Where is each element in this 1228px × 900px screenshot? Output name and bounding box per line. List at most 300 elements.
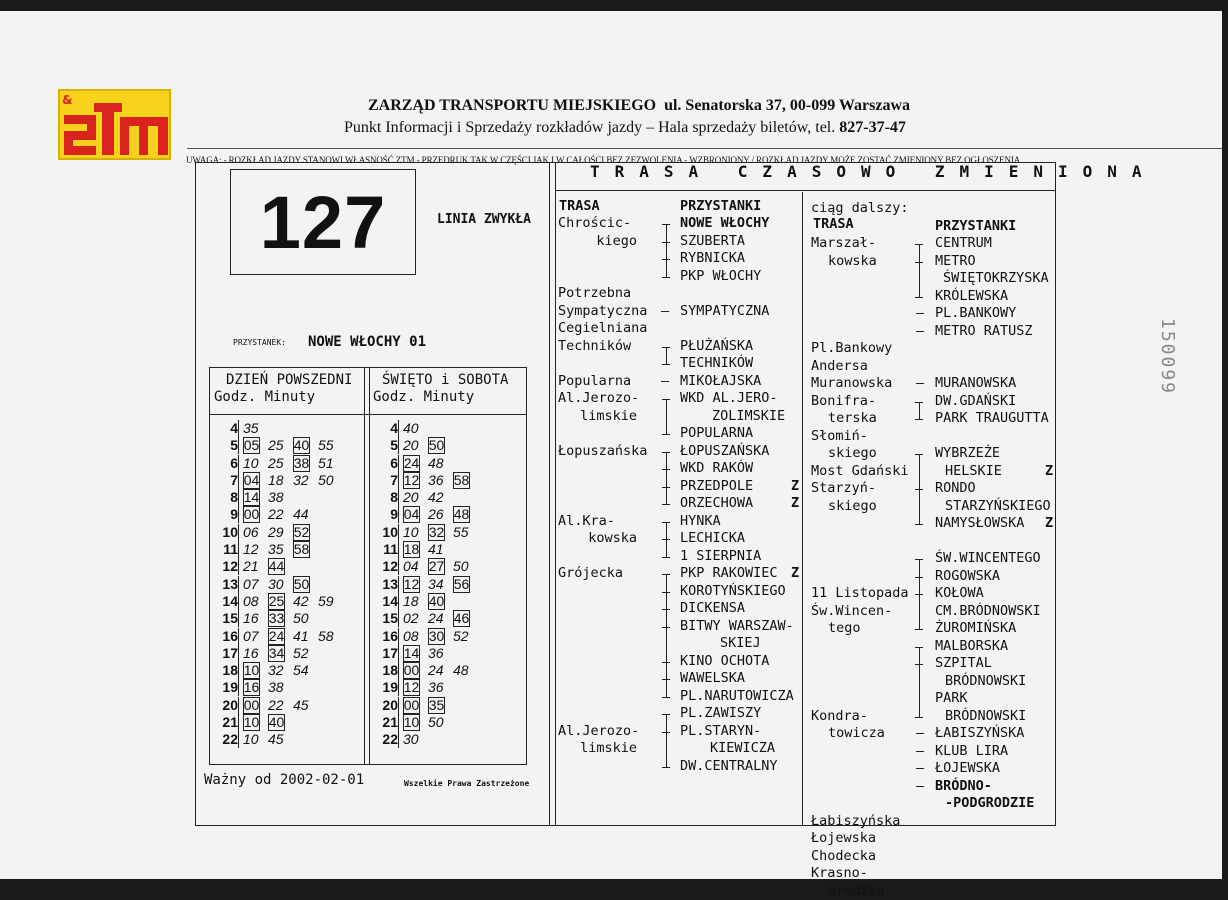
route-stop: LECHICKA bbox=[680, 530, 745, 548]
minute-cell: 10 bbox=[403, 524, 428, 541]
route-stop: KINO OCHOTA bbox=[680, 653, 769, 671]
minute-cell: 48 bbox=[453, 662, 478, 679]
table-row bbox=[210, 472, 343, 489]
route-stop: WKD RAKÓW bbox=[680, 460, 753, 478]
route-street: kowska bbox=[828, 253, 877, 271]
bracket-tick bbox=[662, 399, 670, 400]
stop-label: PRZYSTANEK: bbox=[233, 338, 286, 347]
route-street: limskie bbox=[580, 740, 637, 758]
minute-cell: 48 bbox=[428, 455, 453, 472]
route-stop: WKD AL.JERO- bbox=[680, 390, 778, 408]
continuation-label: ciąg dalszy: bbox=[811, 200, 909, 218]
bracket-tick bbox=[662, 574, 670, 575]
dash: – bbox=[661, 303, 669, 321]
route-street: terska bbox=[828, 410, 877, 428]
route-column-divider bbox=[802, 192, 803, 826]
route-street: Andersa bbox=[811, 358, 868, 376]
route-stop: SYMPATYCZNA bbox=[680, 303, 769, 321]
copyright-notice: UWAGA: - ROZKŁAD JAZDY STANOWI WŁASNOŚĆ ZTM - PRZEDRUK TAK W CZĘŚCI JAK I W CAŁOŚCI BEZ ZEZWOLENIA - WZBRONIONY / ROZKŁAD JAZDY MOŻE ZOSTAĆ ZMIENIONY BEZ OGŁOSZENIA bbox=[186, 155, 1020, 165]
bracket-tick bbox=[915, 647, 923, 648]
route-stop: METRO RATUSZ bbox=[935, 323, 1033, 341]
bracket-tick bbox=[662, 714, 670, 715]
table-row bbox=[210, 524, 343, 541]
minute-cell: 51 bbox=[318, 455, 343, 472]
bracket-tick bbox=[915, 664, 923, 665]
stop-name: NOWE WŁOCHY 01 bbox=[308, 334, 426, 350]
hour-cell: 4 bbox=[370, 420, 398, 437]
minute-cell-low-floor: 30 bbox=[428, 628, 445, 645]
route-stop: KOROTYŃSKIEGO bbox=[680, 583, 786, 601]
route-stop: DW.CENTRALNY bbox=[680, 758, 778, 776]
table-row bbox=[370, 610, 478, 627]
route-stop: PL.STARYN- bbox=[680, 723, 761, 741]
bracket-tick bbox=[915, 524, 923, 525]
minute-cell-low-floor: 58 bbox=[293, 541, 310, 558]
route-header-divider bbox=[555, 190, 1056, 191]
route-stop: BRÓDNOWSKI bbox=[945, 708, 1026, 726]
minute-cell-low-floor: 10 bbox=[243, 662, 260, 679]
route-stop: PARK TRAUGUTTA bbox=[935, 410, 1049, 428]
minute-cell: 34 bbox=[428, 576, 453, 593]
minute-cell: 24 bbox=[428, 610, 453, 627]
dash: – bbox=[916, 725, 924, 743]
route-stop: PKP RAKOWIEC bbox=[680, 565, 778, 583]
route-street: 11 Listopada bbox=[811, 585, 909, 603]
hour-cell: 19 bbox=[370, 679, 398, 696]
route-stop: BITWY WARSZAW- bbox=[680, 618, 794, 636]
org-address: ul. Senatorska 37, 00-099 Warszawa bbox=[664, 97, 910, 114]
minute-cell-low-floor: 00 bbox=[403, 662, 420, 679]
z-marker: Z bbox=[791, 565, 799, 583]
route-street: Muranowska bbox=[811, 375, 892, 393]
route-street: Marszał- bbox=[811, 235, 876, 253]
minute-cell: 42 bbox=[428, 489, 453, 506]
table-row bbox=[210, 628, 343, 645]
minute-cell-low-floor: 44 bbox=[268, 558, 285, 575]
minute-cell-low-floor: 38 bbox=[293, 455, 310, 472]
header-line-1 bbox=[368, 97, 910, 115]
bracket-tick bbox=[662, 679, 670, 680]
table-row bbox=[370, 645, 478, 662]
minute-cell: 36 bbox=[428, 679, 453, 696]
bracket-tick bbox=[915, 594, 923, 595]
info-line: Punkt Informacji i Sprzedaży rozkładów jazdy – Hala sprzedaży biletów, tel. bbox=[344, 119, 835, 136]
table-row bbox=[210, 489, 343, 506]
minute-cell: 59 bbox=[318, 593, 343, 610]
minute-cell-low-floor: 40 bbox=[293, 437, 310, 454]
ztm-logo bbox=[58, 89, 171, 160]
line-type: LINIA ZWYKŁA bbox=[437, 212, 531, 227]
minute-cell-low-floor: 12 bbox=[403, 472, 420, 489]
minute-cell: 18 bbox=[268, 472, 293, 489]
table-row bbox=[210, 437, 343, 454]
bracket-tick bbox=[915, 454, 923, 455]
bracket-tick bbox=[662, 732, 670, 733]
table-row bbox=[210, 576, 343, 593]
hour-cell: 6 bbox=[210, 455, 238, 472]
departure-table bbox=[209, 367, 527, 765]
minute-cell: 22 bbox=[268, 506, 293, 523]
minute-cell: 25 bbox=[268, 437, 293, 454]
route-stop: SZUBERTA bbox=[680, 233, 745, 251]
dash: – bbox=[916, 743, 924, 761]
hour-cell: 12 bbox=[210, 558, 238, 575]
route-street: Techników bbox=[558, 338, 631, 356]
bracket-tick bbox=[662, 697, 670, 698]
bracket-tick bbox=[662, 609, 670, 610]
minute-cell-low-floor: 34 bbox=[268, 645, 285, 662]
minute-cell-low-floor: 25 bbox=[268, 593, 285, 610]
bracket-tick bbox=[662, 662, 670, 663]
route-stop: CM.BRÓDNOWSKI bbox=[935, 603, 1041, 621]
minute-cell: 52 bbox=[453, 628, 478, 645]
route-street: Sympatyczna bbox=[558, 303, 647, 321]
route-stop: PL.NARUTOWICZA bbox=[680, 688, 794, 706]
route-stop: RYBNICKA bbox=[680, 250, 745, 268]
route-stop: TECHNIKÓW bbox=[680, 355, 753, 373]
route-stop: HYNKA bbox=[680, 513, 721, 531]
weekday-rows bbox=[210, 420, 343, 749]
hour-cell: 9 bbox=[210, 506, 238, 523]
hour-cell: 22 bbox=[370, 731, 398, 748]
minute-cell-low-floor: 00 bbox=[243, 506, 260, 523]
line-number: 127 bbox=[230, 169, 416, 275]
bracket bbox=[919, 402, 920, 420]
bracket-tick bbox=[662, 487, 670, 488]
route-stop: ZOLIMSKIE bbox=[712, 408, 785, 426]
dash: – bbox=[916, 375, 924, 393]
hour-cell: 4 bbox=[210, 420, 238, 437]
table-row bbox=[370, 437, 478, 454]
route-stop: KIEWICZA bbox=[710, 740, 775, 758]
minute-cell: 24 bbox=[428, 662, 453, 679]
table-row bbox=[210, 714, 343, 731]
minute-cell: 20 bbox=[403, 437, 428, 454]
hour-cell: 8 bbox=[210, 489, 238, 506]
minute-cell: 50 bbox=[293, 610, 318, 627]
left-divider bbox=[549, 162, 550, 826]
route-street: Bonifra- bbox=[811, 393, 876, 411]
bracket-tick bbox=[915, 489, 923, 490]
minute-cell-low-floor: 24 bbox=[268, 628, 285, 645]
left-divider-2 bbox=[555, 162, 556, 826]
route-stop: ORZECHOWA bbox=[680, 495, 753, 513]
hour-cell: 19 bbox=[210, 679, 238, 696]
route-street: Al.Kra- bbox=[558, 513, 615, 531]
hour-cell: 20 bbox=[210, 697, 238, 714]
minute-cell: 04 bbox=[403, 558, 428, 575]
route-stop: ŚWIĘTOKRZYSKA bbox=[943, 270, 1049, 288]
minute-cell: 29 bbox=[268, 524, 293, 541]
route-stop: PŁUŻAŃSKA bbox=[680, 338, 753, 356]
route-street: brodzka bbox=[828, 883, 885, 900]
route-street: Św.Wincen- bbox=[811, 603, 892, 621]
route-street: Kondra- bbox=[811, 708, 868, 726]
hour-cell: 13 bbox=[370, 576, 398, 593]
route-street: kowska bbox=[588, 530, 637, 548]
hour-cell: 7 bbox=[210, 472, 238, 489]
hour-cell: 5 bbox=[210, 437, 238, 454]
przystanki-label-2: PRZYSTANKI bbox=[935, 218, 1016, 236]
header-divider bbox=[187, 148, 1222, 149]
route-street: Chodecka bbox=[811, 848, 876, 866]
route-street: Al.Jerozo- bbox=[558, 723, 639, 741]
route-stop: SKIEJ bbox=[720, 635, 761, 653]
minute-cell: 18 bbox=[403, 593, 428, 610]
bracket-tick bbox=[915, 244, 923, 245]
hour-cell: 8 bbox=[370, 489, 398, 506]
minute-cell-low-floor: 00 bbox=[403, 697, 420, 714]
minute-cell: 25 bbox=[268, 455, 293, 472]
bracket-tick bbox=[915, 577, 923, 578]
route-street: limskie bbox=[580, 408, 637, 426]
route-stop: PKP WŁOCHY bbox=[680, 268, 761, 286]
minute-cell: 10 bbox=[243, 455, 268, 472]
route-street: Grójecka bbox=[558, 565, 623, 583]
minute-cell: 02 bbox=[403, 610, 428, 627]
bracket-tick bbox=[662, 539, 670, 540]
dash: – bbox=[916, 778, 924, 796]
table-row bbox=[370, 472, 478, 489]
minute-cell: 44 bbox=[293, 506, 318, 523]
table-row bbox=[210, 662, 343, 679]
table-row bbox=[370, 489, 478, 506]
hour-cell: 15 bbox=[210, 610, 238, 627]
minute-cell-low-floor: 35 bbox=[428, 697, 445, 714]
minute-cell: 45 bbox=[293, 697, 318, 714]
minute-cell-low-floor: 24 bbox=[403, 455, 420, 472]
bracket-tick bbox=[662, 277, 670, 278]
table-row bbox=[370, 524, 478, 541]
bracket-tick bbox=[915, 717, 923, 718]
route-stop: MURANOWSKA bbox=[935, 375, 1016, 393]
route-street: skiego bbox=[828, 498, 877, 516]
route-stop: MIKOŁAJSKA bbox=[680, 373, 761, 391]
route-heading: TRASA CZASOWO ZMIENIONA bbox=[590, 162, 1157, 181]
hour-cell: 21 bbox=[370, 714, 398, 731]
minute-cell-low-floor: 27 bbox=[428, 558, 445, 575]
minute-cell-low-floor: 14 bbox=[243, 489, 260, 506]
route-stop: CENTRUM bbox=[935, 235, 992, 253]
hour-cell: 21 bbox=[210, 714, 238, 731]
route-street: skiego bbox=[828, 445, 877, 463]
table-row bbox=[210, 558, 343, 575]
hour-cell: 22 bbox=[210, 731, 238, 748]
hour-cell: 5 bbox=[370, 437, 398, 454]
bracket bbox=[666, 347, 667, 365]
table-row bbox=[370, 576, 478, 593]
minute-cell: 55 bbox=[453, 524, 478, 541]
bracket-tick bbox=[662, 469, 670, 470]
minute-cell: 16 bbox=[243, 645, 268, 662]
bracket-tick bbox=[662, 767, 670, 768]
route-stop: ŚW.WINCENTEGO bbox=[935, 550, 1041, 568]
minute-cell: 36 bbox=[428, 472, 453, 489]
holiday-rows bbox=[370, 420, 478, 749]
bracket-tick bbox=[662, 434, 670, 435]
table-row bbox=[370, 697, 478, 714]
route-street: tego bbox=[828, 620, 861, 638]
route-stop: WAWELSKA bbox=[680, 670, 745, 688]
route-stop: PRZEDPOLE bbox=[680, 478, 753, 496]
przystanki-label-1: PRZYSTANKI bbox=[680, 198, 761, 216]
route-stop: POPULARNA bbox=[680, 425, 753, 443]
bracket-tick bbox=[662, 452, 670, 453]
minute-cell: 07 bbox=[243, 628, 268, 645]
z-marker: Z bbox=[1045, 463, 1053, 481]
route-stop: -PODGRODZIE bbox=[945, 795, 1034, 813]
trasa-label-2: TRASA bbox=[813, 216, 854, 234]
minute-cell-low-floor: 40 bbox=[428, 593, 445, 610]
minute-cell: 32 bbox=[268, 662, 293, 679]
dash: – bbox=[916, 323, 924, 341]
minute-cell-low-floor: 50 bbox=[428, 437, 445, 454]
route-street: Pl.Bankowy bbox=[811, 340, 892, 358]
minute-cell: 58 bbox=[318, 628, 343, 645]
valid-from: Ważny od 2002-02-01 bbox=[204, 772, 364, 788]
bracket-tick bbox=[662, 504, 670, 505]
hour-cell: 13 bbox=[210, 576, 238, 593]
minute-cell: 21 bbox=[243, 558, 268, 575]
minute-cell-low-floor: 05 bbox=[243, 437, 260, 454]
route-stop: WYBRZEŻE bbox=[935, 445, 1000, 463]
table-row bbox=[370, 593, 478, 610]
minute-cell: 41 bbox=[293, 628, 318, 645]
route-street: Potrzebna bbox=[558, 285, 631, 303]
route-street: Cegielniana bbox=[558, 320, 647, 338]
side-serial bbox=[1160, 318, 1178, 438]
route-street: Al.Jerozo- bbox=[558, 390, 639, 408]
hour-cell: 11 bbox=[370, 541, 398, 558]
minute-cell-low-floor: 12 bbox=[403, 679, 420, 696]
table-row bbox=[210, 679, 343, 696]
route-stop: PL.ZAWISZY bbox=[680, 705, 761, 723]
hour-cell: 17 bbox=[370, 645, 398, 662]
minute-cell-low-floor: 56 bbox=[453, 576, 470, 593]
bracket-tick bbox=[915, 629, 923, 630]
table-row bbox=[210, 731, 343, 748]
minute-cell: 08 bbox=[403, 628, 428, 645]
minute-cell: 35 bbox=[243, 420, 268, 437]
minute-cell: 45 bbox=[268, 731, 293, 748]
minute-cell-low-floor: 33 bbox=[268, 610, 285, 627]
table-row bbox=[210, 697, 343, 714]
bracket-tick bbox=[662, 627, 670, 628]
dash: – bbox=[916, 305, 924, 323]
bracket bbox=[919, 244, 920, 297]
minute-cell: 20 bbox=[403, 489, 428, 506]
bracket-tick bbox=[915, 402, 923, 403]
minute-cell: 06 bbox=[243, 524, 268, 541]
hour-cell: 18 bbox=[370, 662, 398, 679]
org-name: ZARZĄD TRANSPORTU MIEJSKIEGO bbox=[368, 97, 656, 114]
route-stop: RONDO bbox=[935, 480, 976, 498]
bracket bbox=[666, 452, 667, 505]
hour-cell: 20 bbox=[370, 697, 398, 714]
table-row bbox=[370, 506, 478, 523]
dash: – bbox=[661, 373, 669, 391]
minute-cell: 26 bbox=[428, 506, 453, 523]
minute-cell: 08 bbox=[243, 593, 268, 610]
hour-cell: 18 bbox=[210, 662, 238, 679]
hour-cell: 17 bbox=[210, 645, 238, 662]
hour-cell: 15 bbox=[370, 610, 398, 627]
route-street: Chrościc- bbox=[558, 215, 631, 233]
table-row bbox=[210, 610, 343, 627]
minute-cell-low-floor: 12 bbox=[403, 576, 420, 593]
hour-cell: 6 bbox=[370, 455, 398, 472]
hour-cell: 10 bbox=[370, 524, 398, 541]
table-row bbox=[370, 541, 478, 558]
side-serial-text: 150099 bbox=[1157, 318, 1178, 395]
dash: – bbox=[916, 760, 924, 778]
minute-cell-low-floor: 32 bbox=[428, 524, 445, 541]
minute-cell: 10 bbox=[243, 731, 268, 748]
minute-cell-low-floor: 04 bbox=[243, 472, 260, 489]
route-street: towicza bbox=[828, 725, 885, 743]
minute-cell: 38 bbox=[268, 489, 293, 506]
holiday-subtitle: Godz. Minuty bbox=[373, 388, 474, 406]
table-row bbox=[370, 679, 478, 696]
route-street: Łabiszyńska bbox=[811, 813, 900, 831]
table-row bbox=[210, 420, 343, 437]
minute-cell-low-floor: 10 bbox=[403, 714, 420, 731]
minute-cell-low-floor: 40 bbox=[268, 714, 285, 731]
minute-cell-low-floor: 18 bbox=[403, 541, 420, 558]
bracket-tick bbox=[915, 559, 923, 560]
minute-cell-low-floor: 52 bbox=[293, 524, 310, 541]
minute-cell: 50 bbox=[453, 558, 478, 575]
header-line-2 bbox=[344, 119, 906, 137]
weekday-title: DZIEŃ POWSZEDNI bbox=[226, 371, 352, 389]
table-row bbox=[370, 628, 478, 645]
hour-cell: 14 bbox=[210, 593, 238, 610]
minute-cell: 38 bbox=[268, 679, 293, 696]
table-row bbox=[370, 731, 478, 748]
route-stop: HELSKIE bbox=[945, 463, 1002, 481]
phone-number: 827-37-47 bbox=[839, 119, 906, 136]
route-street: kiego bbox=[596, 233, 637, 251]
minute-cell: 30 bbox=[268, 576, 293, 593]
minute-cell: 42 bbox=[293, 593, 318, 610]
route-stop: SZPITAL bbox=[935, 655, 992, 673]
route-stop: STARZYŃSKIEGO bbox=[945, 498, 1051, 516]
hour-cell: 12 bbox=[370, 558, 398, 575]
bracket-tick bbox=[662, 224, 670, 225]
minute-cell: 36 bbox=[428, 645, 453, 662]
minute-cell: 16 bbox=[243, 610, 268, 627]
bracket-tick bbox=[915, 419, 923, 420]
table-row bbox=[370, 455, 478, 472]
table-row bbox=[210, 645, 343, 662]
table-row bbox=[210, 541, 343, 558]
hour-cell: 10 bbox=[210, 524, 238, 541]
minute-cell: 52 bbox=[293, 645, 318, 662]
route-stop: ŻUROMIŃSKA bbox=[935, 620, 1016, 638]
route-street: Słomiń- bbox=[811, 428, 868, 446]
minute-cell-low-floor: 00 bbox=[243, 697, 260, 714]
minute-cell: 32 bbox=[293, 472, 318, 489]
table-row bbox=[210, 593, 343, 610]
route-stop: NAMYSŁOWSKA bbox=[935, 515, 1024, 533]
minute-cell: 40 bbox=[403, 420, 428, 437]
minute-cell: 12 bbox=[243, 541, 268, 558]
minute-cell: 35 bbox=[268, 541, 293, 558]
weekday-subtitle: Godz. Minuty bbox=[214, 388, 315, 406]
minute-cell: 07 bbox=[243, 576, 268, 593]
table-row bbox=[370, 662, 478, 679]
rights-reserved: Wszelkie Prawa Zastrzeżone bbox=[404, 779, 529, 788]
